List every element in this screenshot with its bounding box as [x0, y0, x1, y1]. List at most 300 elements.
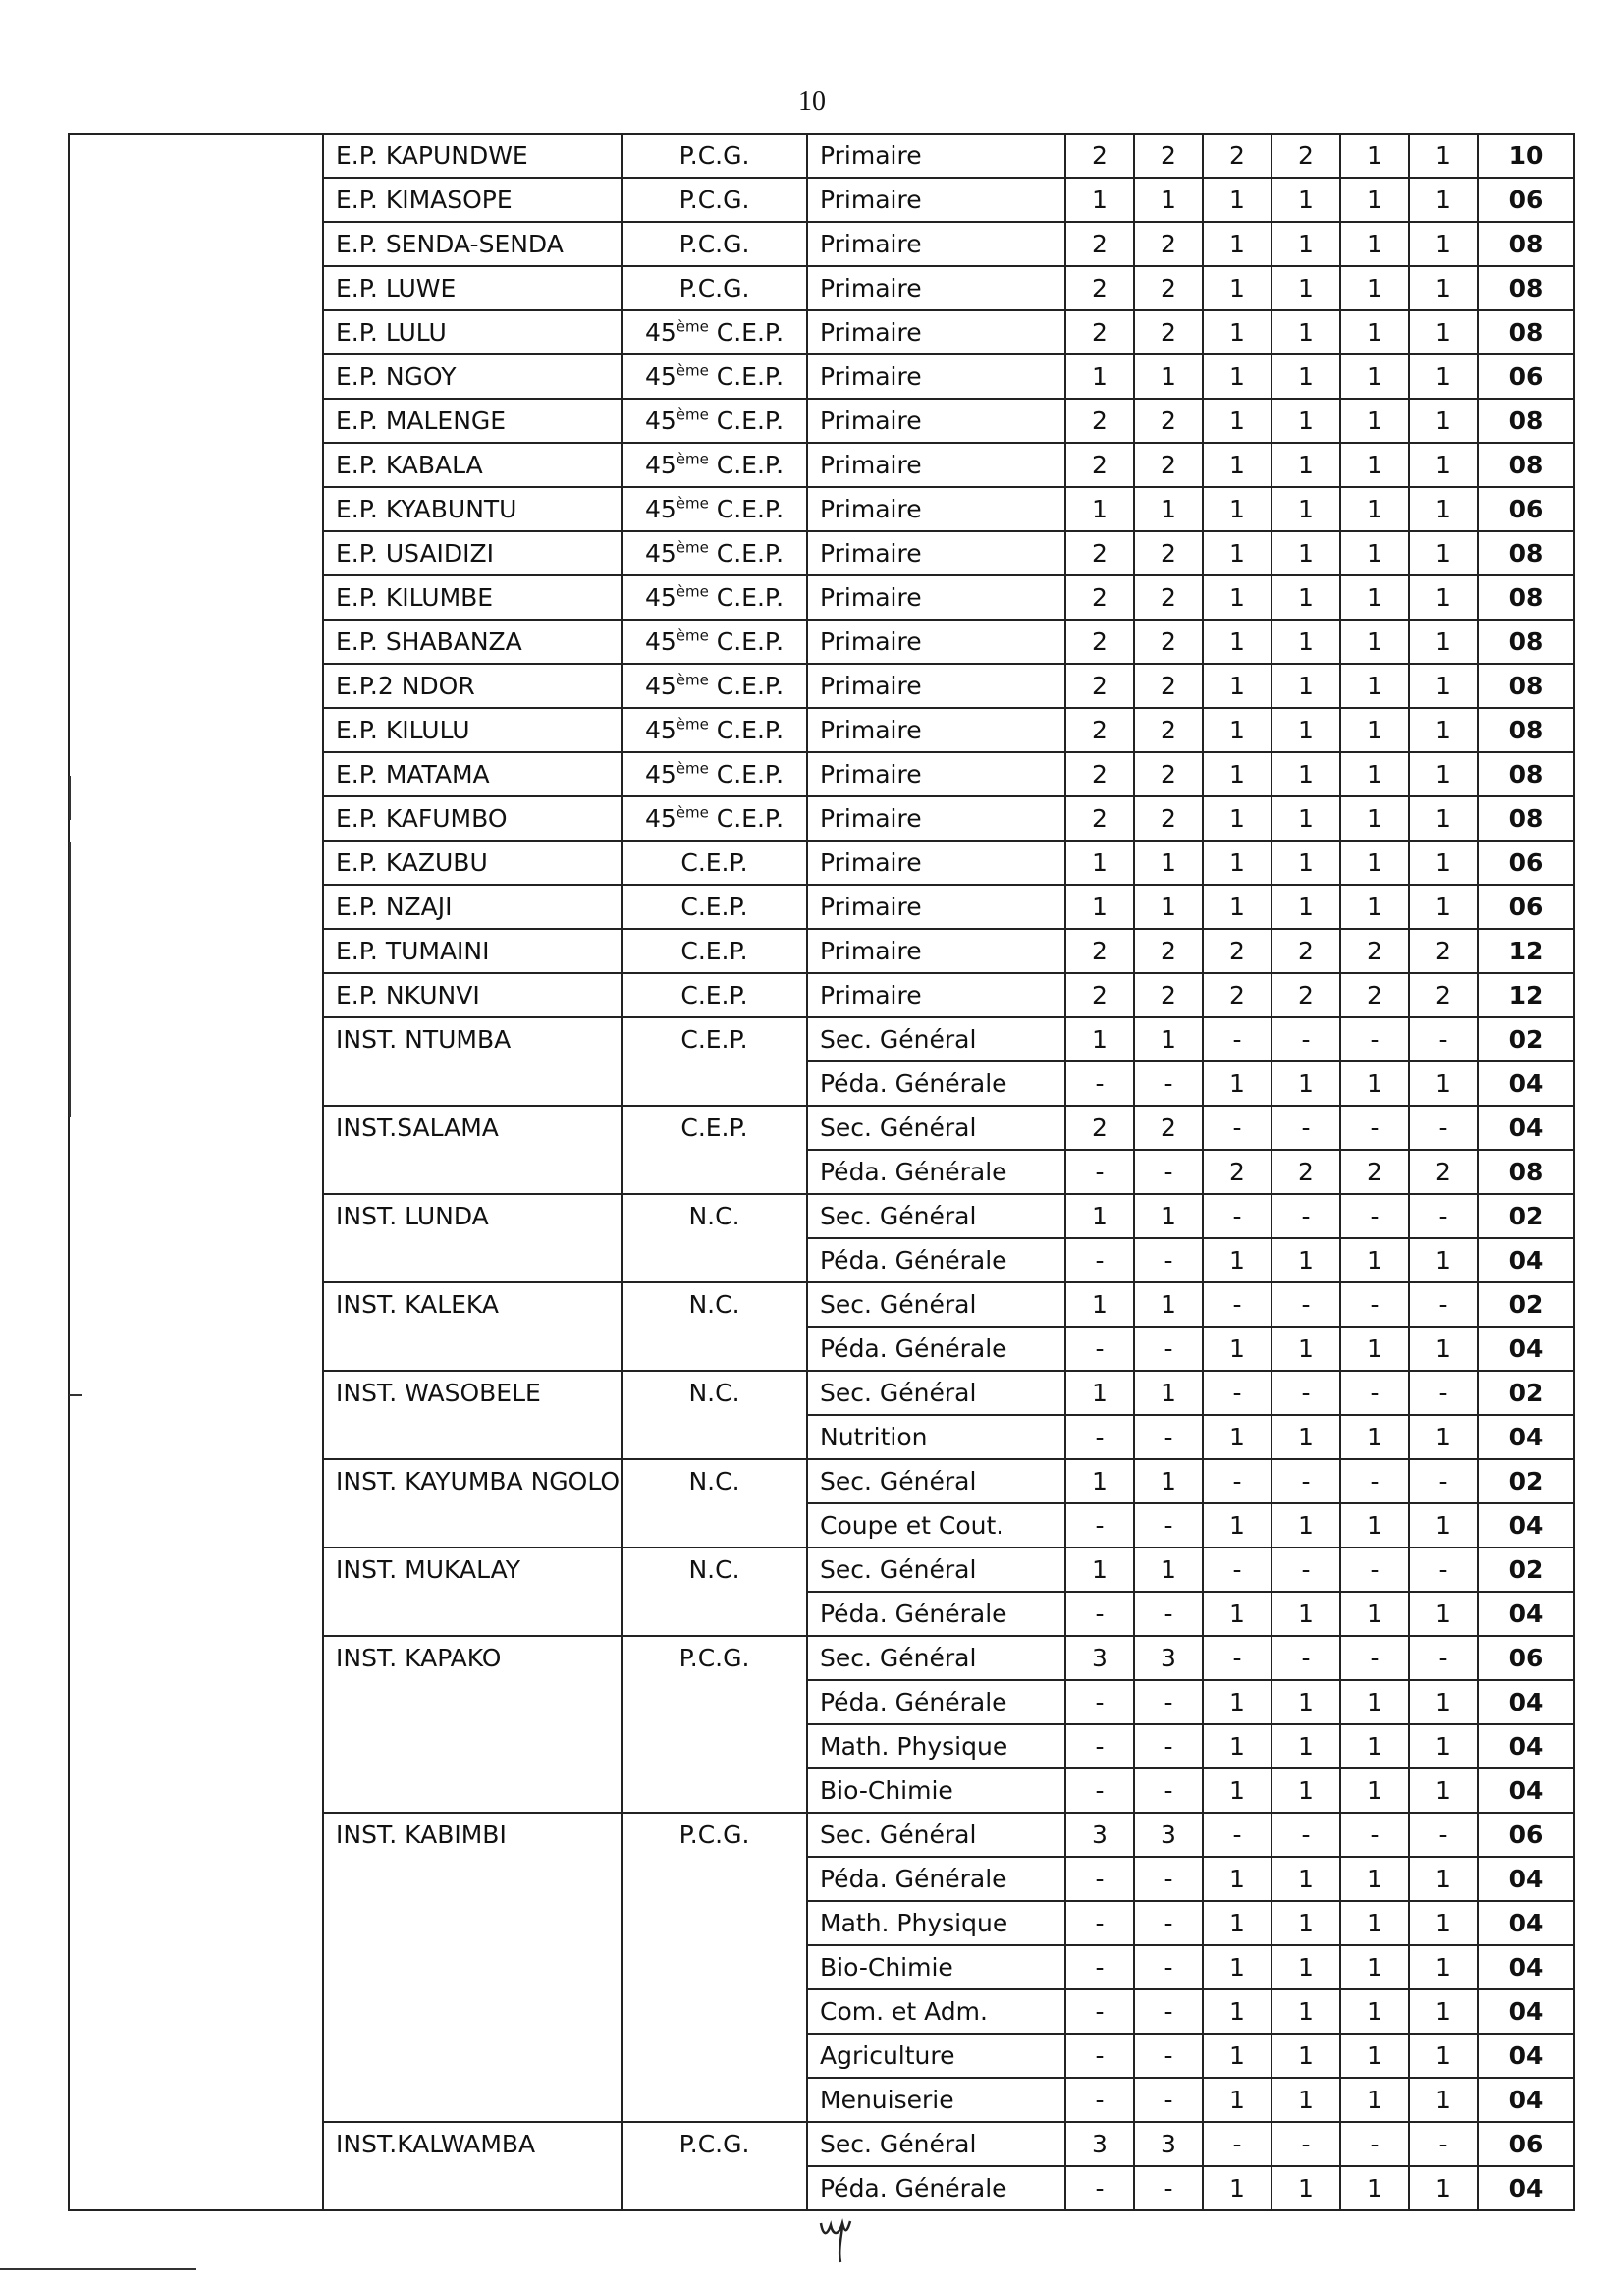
class-count: 1	[1272, 885, 1340, 929]
row-total: 10	[1478, 134, 1574, 178]
class-count: 1	[1203, 399, 1272, 443]
class-count: 1	[1272, 1503, 1340, 1548]
class-count: 1	[1340, 664, 1409, 708]
row-total: 04	[1478, 1857, 1574, 1901]
class-count: 1	[1409, 1238, 1478, 1282]
class-count: 1	[1272, 796, 1340, 841]
class-count: -	[1065, 1503, 1134, 1548]
school-name: E.P. SENDA-SENDA	[323, 222, 622, 266]
class-count: -	[1134, 1680, 1203, 1724]
class-count: 1	[1203, 1768, 1272, 1813]
class-count: 1	[1272, 178, 1340, 222]
option-name: Primaire	[807, 354, 1065, 399]
row-total: 04	[1478, 2166, 1574, 2210]
class-count: 2	[1134, 310, 1203, 354]
option-name: Primaire	[807, 178, 1065, 222]
school-name: E.P. SHABANZA	[323, 620, 622, 664]
class-count: 1	[1134, 1548, 1203, 1592]
class-count: 1	[1409, 1503, 1478, 1548]
class-count: 1	[1272, 708, 1340, 752]
class-count: 2	[1203, 1150, 1272, 1194]
row-total: 08	[1478, 1150, 1574, 1194]
class-count: 2	[1134, 664, 1203, 708]
class-count: 1	[1203, 1857, 1272, 1901]
class-count: 2	[1134, 708, 1203, 752]
class-count: 1	[1272, 1989, 1340, 2034]
class-count: 1	[1409, 841, 1478, 885]
class-count: 1	[1203, 1415, 1272, 1459]
class-count: 1	[1203, 664, 1272, 708]
school-type: N.C.	[622, 1548, 807, 1636]
option-name: Menuiserie	[807, 2078, 1065, 2122]
school-type: 45ème C.E.P.	[622, 708, 807, 752]
class-count: -	[1340, 1636, 1409, 1680]
option-name: Primaire	[807, 708, 1065, 752]
class-count: 1	[1134, 354, 1203, 399]
class-count: 1	[1409, 1989, 1478, 2034]
class-count: 2	[1340, 973, 1409, 1017]
class-count: 2	[1203, 929, 1272, 973]
school-type: 45ème C.E.P.	[622, 752, 807, 796]
row-total: 04	[1478, 1901, 1574, 1945]
class-count: 1	[1409, 575, 1478, 620]
margin-tick	[69, 776, 71, 820]
option-name: Primaire	[807, 310, 1065, 354]
class-count: 1	[1340, 1503, 1409, 1548]
class-count: 1	[1409, 399, 1478, 443]
class-count: 1	[1340, 1061, 1409, 1106]
school-name: INST. WASOBELE	[323, 1371, 622, 1459]
class-count: 1	[1409, 178, 1478, 222]
option-name: Bio-Chimie	[807, 1768, 1065, 1813]
option-name: Sec. Général	[807, 1459, 1065, 1503]
class-count: 1	[1065, 885, 1134, 929]
class-count: 1	[1134, 178, 1203, 222]
class-count: 1	[1409, 752, 1478, 796]
class-count: 1	[1203, 222, 1272, 266]
class-count: 1	[1272, 1327, 1340, 1371]
option-name: Primaire	[807, 134, 1065, 178]
class-count: -	[1203, 1548, 1272, 1592]
class-count: 2	[1065, 752, 1134, 796]
row-total: 04	[1478, 1238, 1574, 1282]
class-count: 1	[1272, 1592, 1340, 1636]
class-count: 1	[1203, 708, 1272, 752]
class-count: 1	[1340, 443, 1409, 487]
class-count: -	[1340, 1106, 1409, 1150]
class-count: 1	[1272, 487, 1340, 531]
class-count: 1	[1340, 708, 1409, 752]
class-count: 1	[1203, 1238, 1272, 1282]
class-count: -	[1203, 1017, 1272, 1061]
class-count: 1	[1065, 487, 1134, 531]
option-name: Sec. Général	[807, 1017, 1065, 1061]
school-type: 45ème C.E.P.	[622, 531, 807, 575]
class-count: -	[1203, 1459, 1272, 1503]
row-total: 06	[1478, 487, 1574, 531]
option-name: Primaire	[807, 443, 1065, 487]
class-count: 1	[1340, 1592, 1409, 1636]
class-count: -	[1134, 1945, 1203, 1989]
class-count: 2	[1065, 310, 1134, 354]
row-total: 08	[1478, 620, 1574, 664]
class-count: -	[1065, 2166, 1134, 2210]
option-name: Primaire	[807, 531, 1065, 575]
left-blank-column	[69, 134, 323, 2210]
class-count: -	[1065, 1945, 1134, 1989]
class-count: 2	[1065, 929, 1134, 973]
class-count: -	[1203, 1636, 1272, 1680]
class-count: -	[1409, 1459, 1478, 1503]
class-count: 2	[1065, 664, 1134, 708]
class-count: 1	[1203, 620, 1272, 664]
class-count: 2	[1340, 1150, 1409, 1194]
row-total: 08	[1478, 664, 1574, 708]
school-name: E.P. KAPUNDWE	[323, 134, 622, 178]
class-count: -	[1272, 1548, 1340, 1592]
class-count: 1	[1065, 354, 1134, 399]
class-count: 1	[1203, 841, 1272, 885]
option-name: Péda. Générale	[807, 1857, 1065, 1901]
class-count: 1	[1272, 1238, 1340, 1282]
row-total: 04	[1478, 1724, 1574, 1768]
class-count: -	[1340, 1459, 1409, 1503]
class-count: -	[1272, 1459, 1340, 1503]
class-count: 1	[1134, 487, 1203, 531]
class-count: 1	[1340, 575, 1409, 620]
class-count: 1	[1409, 531, 1478, 575]
class-count: 2	[1065, 708, 1134, 752]
school-name: INST. KABIMBI	[323, 1813, 622, 2122]
school-type: 45ème C.E.P.	[622, 620, 807, 664]
class-count: 1	[1340, 796, 1409, 841]
school-type: P.C.G.	[622, 2122, 807, 2210]
school-type: P.C.G.	[622, 266, 807, 310]
row-total: 08	[1478, 310, 1574, 354]
class-count: 1	[1272, 2166, 1340, 2210]
school-type: 45ème C.E.P.	[622, 575, 807, 620]
school-name: INST.SALAMA	[323, 1106, 622, 1194]
school-name: E.P. KIMASOPE	[323, 178, 622, 222]
class-count: -	[1134, 1327, 1203, 1371]
class-count: 1	[1203, 1901, 1272, 1945]
class-count: 1	[1272, 399, 1340, 443]
margin-tick	[69, 842, 71, 1117]
class-count: 1	[1203, 1503, 1272, 1548]
option-name: Agriculture	[807, 2034, 1065, 2078]
school-name: E.P. USAIDIZI	[323, 531, 622, 575]
school-name: E.P. KAZUBU	[323, 841, 622, 885]
class-count: 1	[1409, 1061, 1478, 1106]
class-count: -	[1134, 1592, 1203, 1636]
class-count: 1	[1272, 575, 1340, 620]
school-name: E.P. MALENGE	[323, 399, 622, 443]
option-name: Péda. Générale	[807, 1150, 1065, 1194]
school-type: P.C.G.	[622, 134, 807, 178]
option-name: Math. Physique	[807, 1724, 1065, 1768]
class-count: 1	[1203, 885, 1272, 929]
option-name: Sec. Général	[807, 1106, 1065, 1150]
class-count: 1	[1340, 1327, 1409, 1371]
school-name: E.P. KAFUMBO	[323, 796, 622, 841]
row-total: 04	[1478, 1415, 1574, 1459]
class-count: 1	[1272, 1680, 1340, 1724]
option-name: Primaire	[807, 620, 1065, 664]
option-name: Primaire	[807, 664, 1065, 708]
row-total: 06	[1478, 1813, 1574, 1857]
school-name: INST. LUNDA	[323, 1194, 622, 1282]
class-count: 2	[1409, 1150, 1478, 1194]
class-count: -	[1340, 2122, 1409, 2166]
class-count: 1	[1272, 2034, 1340, 2078]
class-count: -	[1065, 1857, 1134, 1901]
school-name: E.P. KYABUNTU	[323, 487, 622, 531]
row-total: 08	[1478, 752, 1574, 796]
class-count: 1	[1340, 399, 1409, 443]
class-count: 1	[1340, 1901, 1409, 1945]
class-count: 2	[1134, 973, 1203, 1017]
class-count: 1	[1272, 841, 1340, 885]
class-count: -	[1065, 1150, 1134, 1194]
class-count: -	[1065, 2034, 1134, 2078]
class-count: 2	[1134, 620, 1203, 664]
class-count: -	[1134, 1768, 1203, 1813]
class-count: 1	[1409, 664, 1478, 708]
class-count: 2	[1134, 575, 1203, 620]
class-count: 2	[1065, 1106, 1134, 1150]
option-name: Sec. Général	[807, 1548, 1065, 1592]
row-total: 04	[1478, 2078, 1574, 2122]
row-total: 04	[1478, 1945, 1574, 1989]
class-count: 1	[1203, 266, 1272, 310]
class-count: 3	[1134, 1813, 1203, 1857]
class-count: 1	[1272, 222, 1340, 266]
class-count: -	[1134, 1415, 1203, 1459]
class-count: 1	[1340, 1857, 1409, 1901]
class-count: 2	[1065, 443, 1134, 487]
class-count: 1	[1134, 1459, 1203, 1503]
class-count: 1	[1272, 531, 1340, 575]
school-name: E.P. KILUMBE	[323, 575, 622, 620]
class-count: 1	[1203, 1061, 1272, 1106]
row-total: 08	[1478, 531, 1574, 575]
class-count: -	[1272, 1282, 1340, 1327]
school-type: 45ème C.E.P.	[622, 487, 807, 531]
class-count: 1	[1409, 1680, 1478, 1724]
class-count: 1	[1203, 2034, 1272, 2078]
school-name: E.P.2 NDOR	[323, 664, 622, 708]
class-count: 1	[1409, 885, 1478, 929]
class-count: -	[1409, 1371, 1478, 1415]
class-count: -	[1340, 1548, 1409, 1592]
class-count: -	[1340, 1282, 1409, 1327]
school-name: INST.KALWAMBA	[323, 2122, 622, 2210]
class-count: 1	[1340, 487, 1409, 531]
row-total: 08	[1478, 399, 1574, 443]
class-count: 2	[1272, 929, 1340, 973]
class-count: 2	[1409, 929, 1478, 973]
class-count: 1	[1409, 443, 1478, 487]
row-total: 04	[1478, 1106, 1574, 1150]
option-name: Primaire	[807, 841, 1065, 885]
option-name: Sec. Général	[807, 1636, 1065, 1680]
class-count: 1	[1340, 1989, 1409, 2034]
option-name: Nutrition	[807, 1415, 1065, 1459]
option-name: Primaire	[807, 399, 1065, 443]
row-total: 02	[1478, 1017, 1574, 1061]
class-count: -	[1203, 1813, 1272, 1857]
class-count: 1	[1272, 1724, 1340, 1768]
class-count: 2	[1203, 973, 1272, 1017]
option-name: Sec. Général	[807, 2122, 1065, 2166]
row-total: 04	[1478, 1327, 1574, 1371]
class-count: 1	[1203, 2078, 1272, 2122]
class-count: 1	[1272, 1415, 1340, 1459]
class-count: 1	[1409, 2166, 1478, 2210]
school-name: E.P. MATAMA	[323, 752, 622, 796]
option-name: Primaire	[807, 487, 1065, 531]
class-count: 1	[1134, 1371, 1203, 1415]
school-type: C.E.P.	[622, 1017, 807, 1106]
class-count: 1	[1340, 1945, 1409, 1989]
class-count: 1	[1409, 134, 1478, 178]
option-name: Primaire	[807, 752, 1065, 796]
school-name: E.P. NZAJI	[323, 885, 622, 929]
school-type: P.C.G.	[622, 1813, 807, 2122]
class-count: 1	[1203, 178, 1272, 222]
class-count: 1	[1409, 1724, 1478, 1768]
option-name: Primaire	[807, 973, 1065, 1017]
class-count: 1	[1409, 1945, 1478, 1989]
class-count: 1	[1409, 1327, 1478, 1371]
class-count: -	[1065, 1768, 1134, 1813]
page-number: 10	[798, 86, 826, 117]
row-total: 08	[1478, 796, 1574, 841]
option-name: Péda. Générale	[807, 1327, 1065, 1371]
school-name: E.P. KILULU	[323, 708, 622, 752]
row-total: 02	[1478, 1194, 1574, 1238]
row-total: 06	[1478, 841, 1574, 885]
row-total: 02	[1478, 1282, 1574, 1327]
option-name: Primaire	[807, 575, 1065, 620]
row-total: 06	[1478, 2122, 1574, 2166]
class-count: -	[1409, 1548, 1478, 1592]
class-count: -	[1272, 1106, 1340, 1150]
option-name: Coupe et Cout.	[807, 1503, 1065, 1548]
class-count: 1	[1065, 178, 1134, 222]
class-count: -	[1065, 1592, 1134, 1636]
class-count: -	[1272, 1636, 1340, 1680]
class-count: -	[1203, 2122, 1272, 2166]
class-count: 1	[1340, 1415, 1409, 1459]
row-total: 06	[1478, 885, 1574, 929]
class-count: 1	[1340, 1768, 1409, 1813]
class-count: 1	[1409, 1857, 1478, 1901]
row-total: 08	[1478, 222, 1574, 266]
class-count: 1	[1409, 2078, 1478, 2122]
class-count: -	[1340, 1194, 1409, 1238]
row-total: 08	[1478, 266, 1574, 310]
class-count: 1	[1065, 841, 1134, 885]
class-count: 2	[1272, 1150, 1340, 1194]
school-name: INST. KAPAKO	[323, 1636, 622, 1813]
option-name: Sec. Général	[807, 1371, 1065, 1415]
school-type: N.C.	[622, 1282, 807, 1371]
class-count: -	[1134, 2078, 1203, 2122]
option-name: Péda. Générale	[807, 2166, 1065, 2210]
class-count: -	[1203, 1106, 1272, 1150]
row-total: 08	[1478, 575, 1574, 620]
school-name: E.P. LUWE	[323, 266, 622, 310]
school-type: P.C.G.	[622, 222, 807, 266]
class-count: 2	[1065, 620, 1134, 664]
class-count: 1	[1340, 178, 1409, 222]
signature-initials	[817, 2217, 856, 2264]
school-name: E.P. NKUNVI	[323, 973, 622, 1017]
option-name: Sec. Général	[807, 1194, 1065, 1238]
class-count: -	[1203, 1194, 1272, 1238]
class-count: 1	[1409, 1901, 1478, 1945]
class-count: 1	[1272, 1901, 1340, 1945]
class-count: 1	[1272, 443, 1340, 487]
option-name: Com. et Adm.	[807, 1989, 1065, 2034]
class-count: -	[1409, 2122, 1478, 2166]
class-count: 1	[1340, 2078, 1409, 2122]
class-count: 1	[1272, 1768, 1340, 1813]
option-name: Primaire	[807, 885, 1065, 929]
class-count: 1	[1272, 1857, 1340, 1901]
school-type: 45ème C.E.P.	[622, 796, 807, 841]
class-count: 1	[1134, 841, 1203, 885]
class-count: 2	[1340, 929, 1409, 973]
class-count: 1	[1272, 354, 1340, 399]
school-name: E.P. LULU	[323, 310, 622, 354]
class-count: -	[1409, 1194, 1478, 1238]
class-count: 1	[1409, 1768, 1478, 1813]
class-count: 1	[1340, 310, 1409, 354]
class-count: 1	[1409, 266, 1478, 310]
class-count: -	[1409, 1106, 1478, 1150]
class-count: 1	[1340, 266, 1409, 310]
class-count: -	[1134, 1238, 1203, 1282]
class-count: 1	[1065, 1371, 1134, 1415]
option-name: Primaire	[807, 266, 1065, 310]
class-count: 1	[1203, 1680, 1272, 1724]
class-count: 2	[1134, 1106, 1203, 1150]
class-count: 1	[1340, 1680, 1409, 1724]
class-count: 2	[1134, 134, 1203, 178]
class-count: 2	[1203, 134, 1272, 178]
class-count: -	[1134, 1150, 1203, 1194]
class-count: -	[1065, 1901, 1134, 1945]
table-body	[69, 134, 1574, 2210]
class-count: -	[1134, 1503, 1203, 1548]
class-count: 2	[1272, 134, 1340, 178]
school-name: INST. MUKALAY	[323, 1548, 622, 1636]
class-count: 1	[1340, 134, 1409, 178]
class-count: 1	[1409, 1592, 1478, 1636]
class-count: 1	[1203, 1724, 1272, 1768]
class-count: -	[1272, 1017, 1340, 1061]
class-count: 2	[1134, 399, 1203, 443]
class-count: 1	[1340, 1724, 1409, 1768]
school-name: E.P. KABALA	[323, 443, 622, 487]
class-count: -	[1340, 1017, 1409, 1061]
class-count: 2	[1065, 399, 1134, 443]
class-count: 1	[1409, 2034, 1478, 2078]
class-count: 1	[1203, 354, 1272, 399]
class-count: 2	[1134, 796, 1203, 841]
